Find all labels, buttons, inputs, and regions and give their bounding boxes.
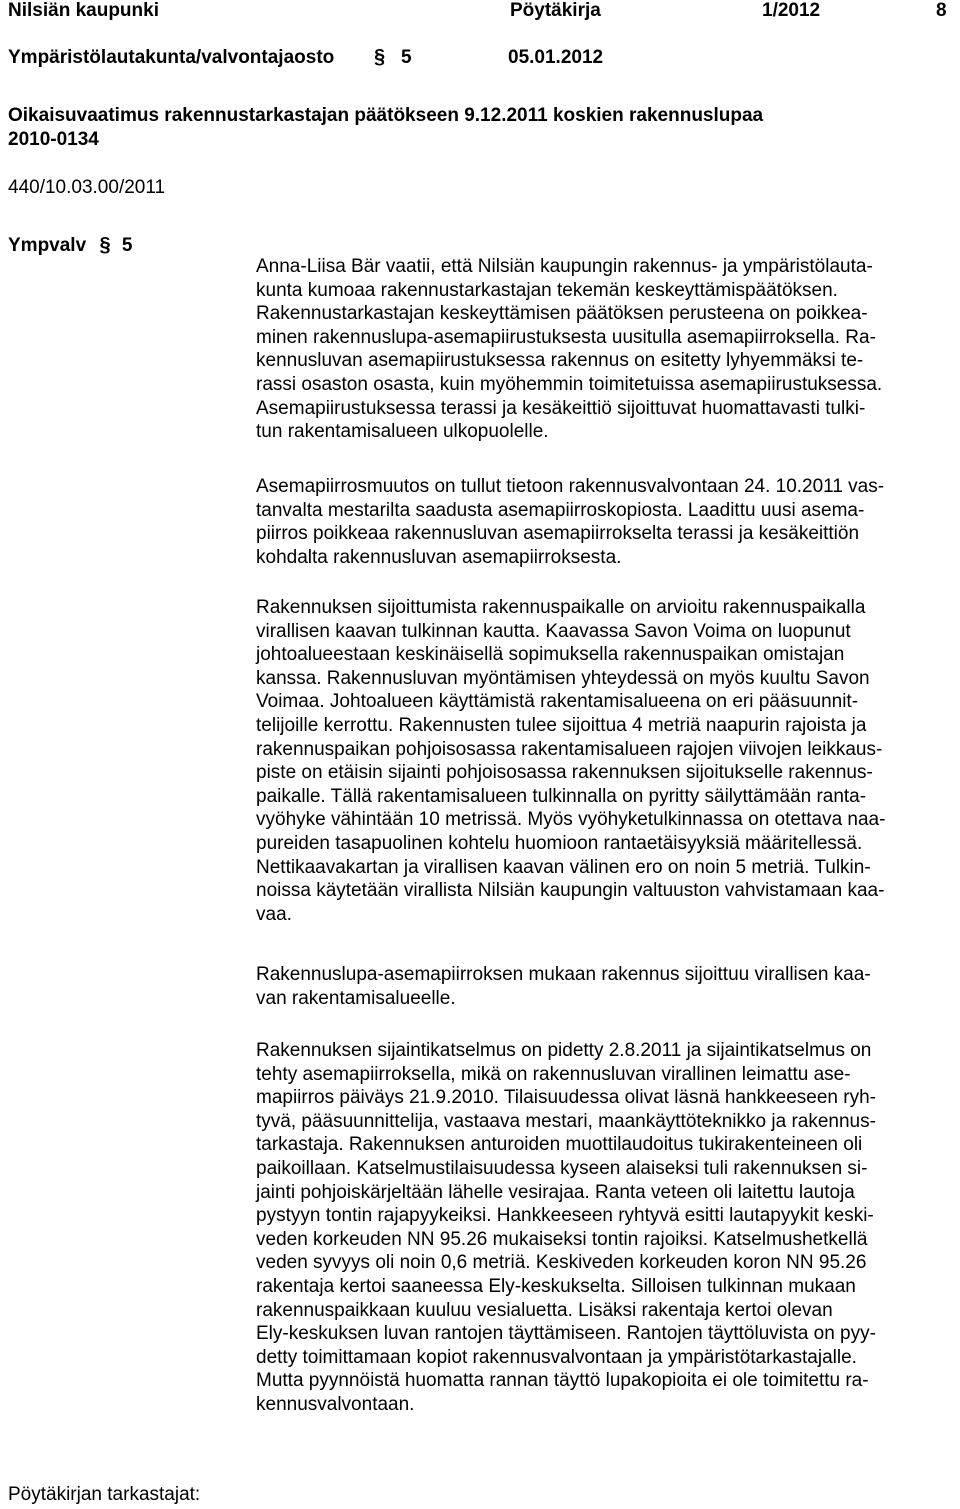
text-line: Voimaa. Johtoalueen käyttämistä rakentamisalueena on eri pääsuunnit- (256, 691, 859, 713)
reference-number: 440/10.03.00/2011 (8, 177, 166, 198)
text-line: noissa käytetään virallista Nilsiän kaupungin valtuuston vahvistamaan kaa- (256, 880, 885, 902)
text-line: Rakennustarkastajan keskeyttämisen päätöksen perusteena on poikkea- (256, 303, 868, 325)
text-line: piirros poikkeaa rakennusluvan asemapiirrokselta terassi ja kesäkeittiön (256, 523, 860, 545)
text-line: tarkastaja. Rakennuksen anturoiden muottilaudoitus tukirakenteineen oli (256, 1134, 863, 1156)
text-line: telijoille kerrottu. Rakennusten tulee sijoittua 4 metriä naapurin rajoista ja (256, 714, 867, 736)
document-type: Pöytäkirja (510, 0, 601, 21)
text-line: Ely-keskuksen luvan rantojen täyttämiseen. Rantojen täyttöluvista on pyy- (256, 1323, 876, 1345)
page-title-continued: 2010-0134 (8, 129, 99, 150)
paragraph-3 (256, 596, 885, 926)
side-label-number: 5 (121, 235, 133, 256)
text-line: van rakentamisalueelle. (256, 987, 456, 1009)
text-line: kanssa. Rakennusluvan myöntämisen yhteydessä on myös kuultu Savon (256, 667, 870, 689)
text-line: kennusvalvontaan. (256, 1393, 415, 1415)
text-line: tanvalta mestarilta saadusta asemapiirroskopiosta. Laadittu uusi asema- (256, 499, 865, 521)
text-line: vaa. (256, 903, 292, 925)
section-number: 5 (401, 47, 412, 68)
text-line: Rakennuslupa-asemapiirroksen mukaan rakennus sijoittuu virallisen kaa- (256, 964, 871, 985)
text-line: rassi osaston osasta, kuin myöhemmin toimitetuissa asemapiirustuksessa. (256, 373, 883, 395)
text-line: jainti pohjoiskärjeltään lähelle vesirajaa. Ranta veteen oli laitettu lautoja (256, 1181, 855, 1203)
text-line: rakennuspaikan pohjoisosassa rakentamisalueen rajojen viivojen leikkaus- (256, 738, 883, 760)
text-line: tehty asemapiirroksella, mikä on rakennusluvan virallinen leimattu ase- (256, 1063, 851, 1085)
text-line: veden syvyys oli noin 0,6 metriä. Keskiveden korkeuden koron NN 95.26 (256, 1252, 867, 1274)
text-line: paikalle. Tällä rakentamisalueen tulkinnalla on pyritty säilyttämään ranta- (256, 785, 867, 807)
text-line: paikoillaan. Katselmustilaisuudessa kyseen alaiseksi tuli rakennuksen si- (256, 1157, 868, 1179)
text-line: detty toimittamaan kopiot rakennusvalvontaan ja ympäristötarkastajalle. (256, 1346, 857, 1368)
text-line: Anna-Liisa Bär vaatii, että Nilsiän kaupungin rakennus- ja ympäristölauta- (256, 256, 873, 277)
text-line: rakentaja kertoi saaneessa Ely-keskukselta. Silloisen tulkinnan mukaan (256, 1275, 856, 1297)
meeting-date: 05.01.2012 (508, 47, 604, 68)
text-line: pureiden tasapuolinen kohtelu huomioon rantaetäisyyksiä määritellessä. (256, 832, 863, 854)
text-line: vyöhyke vähintään 10 metrissä. Myös vyöhyketulkinnassa on otettava naa- (256, 809, 886, 831)
section-sign-icon: § (374, 46, 386, 68)
text-line: Nettikaavakartan ja virallisen kaavan välinen ero on noin 5 metriä. Tulkin- (256, 856, 871, 878)
text-line: virallisen kaavan tulkinnan kautta. Kaavassa Savon Voima on luopunut (256, 620, 851, 642)
text-line: Asemapiirrosmuutos on tullut tietoon rakennusvalvontaan 24. 10.2011 vas- (256, 476, 885, 497)
paragraph-5 (256, 1039, 876, 1417)
text-line: tyvä, pääsuunnittelija, vastaava mestari, maankäyttöteknikko ja rakennus- (256, 1110, 876, 1132)
text-line: Rakennuksen sijaintikatselmus on pidetty 2.8.2011 ja sijaintikatselmus on (256, 1040, 872, 1061)
page-title: Oikaisuvaatimus rakennustarkastajan päätökseen 9.12.2011 koskien rakennuslupaa (8, 105, 764, 126)
text-line: minen rakennuslupa-asemapiirustuksesta uusitulla asemapiirroksella. Ra- (256, 326, 876, 348)
text-line: kohdalta rakennusluvan asemapiirroksesta. (256, 546, 622, 568)
text-line: tun rakentamisalueen ulkopuolelle. (256, 421, 549, 443)
organization-name: Nilsiän kaupunki (8, 0, 159, 21)
paragraph-2 (256, 475, 884, 569)
text-line: mapiirros päiväys 21.9.2010. Tilaisuudessa olivat läsnä hankkeeseen ryh- (256, 1087, 876, 1109)
text-line: rakennuspaikkaan kuuluu vesialuetta. Lisäksi rakentaja kertoi olevan (256, 1299, 833, 1321)
footer-reviewers-label: Pöytäkirjan tarkastajat: (8, 1484, 201, 1505)
text-line: piste on etäisin sijainti pohjoisosassa rakennuksen sijoitukselle rakennus- (256, 762, 873, 784)
side-label (8, 234, 132, 257)
text-line: veden korkeuden NN 95.26 mukaiseksi tontin rajoiksi. Katselmushetkellä (256, 1228, 868, 1250)
text-line: Mutta pyynnöistä huomatta rannan täyttö lupakopioita ei ole toimitettu ra- (256, 1370, 869, 1392)
text-line: johtoalueestaan keskinäisellä sopimuksella rakennuspaikan omistajan (256, 644, 845, 666)
page-number: 8 (936, 0, 947, 21)
text-line: kennusluvan asemapiirustuksessa rakennus on esitetty lyhyemmäksi te- (256, 350, 864, 372)
paragraph-1 (256, 255, 882, 444)
text-line: Asemapiirustuksessa terassi ja kesäkeittiö sijoittuvat huomattavasti tulki- (256, 397, 866, 419)
document-number: 1/2012 (762, 0, 821, 21)
committee-name: Ympäristölautakunta/valvontajaosto (8, 47, 335, 68)
text-line: kunta kumoaa rakennustarkastajan tekemän keskeyttämispäätöksen. (256, 279, 838, 301)
text-line: Rakennuksen sijoittumista rakennuspaikalle on arvioitu rakennuspaikalla (256, 597, 866, 618)
text-line: pystyyn tontin rajapyykeiksi. Hankkeeseen ryhtyvä esitti lautapyykit keski- (256, 1205, 874, 1227)
side-label-text: Ympvalv (8, 235, 87, 256)
paragraph-4 (256, 963, 871, 1010)
section-sign-icon: § (99, 234, 111, 256)
